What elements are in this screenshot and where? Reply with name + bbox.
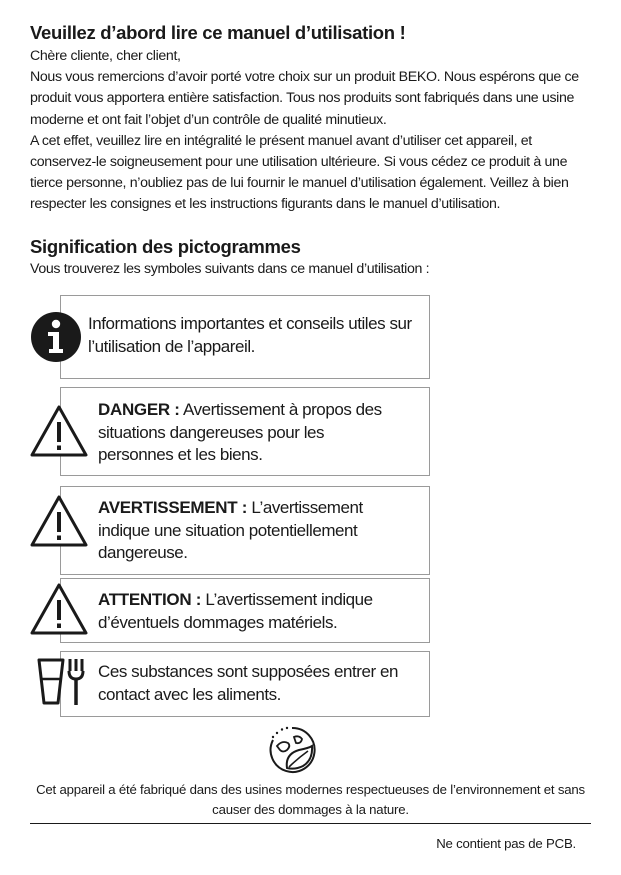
divider [30, 823, 591, 824]
pictogram-label: ATTENTION : [98, 590, 202, 609]
pictogram-label: DANGER : [98, 400, 180, 419]
pictogram-description: Ces substances sont supposées entrer en contact avec les aliments. [98, 662, 398, 704]
pictogram-text-food-contact [98, 661, 418, 706]
info-icon [30, 311, 82, 363]
pictogram-description: Avertissement à propos des situations dangereuses pour les personnes et les biens. [98, 400, 382, 464]
pictograms-intro: Vous trouverez les symboles suivants dans ce manuel d’utilisation : [30, 261, 430, 277]
greeting: Chère cliente, cher client, [30, 48, 181, 64]
eco-footer-text: Cet appareil a été fabriqué dans des usines modernes respectueuses de l’environnement et sans causer des dommages à la nature. [36, 782, 585, 817]
pictogram-text-info [88, 313, 418, 358]
warning-triangle-icon [29, 404, 89, 458]
warning-triangle-icon [29, 494, 89, 548]
pictogram-description: L’avertissement indique d’éventuels dommages matériels. [98, 590, 373, 632]
pictogram-description: L’avertissement indique une situation potentiellement dangereuse. [98, 498, 363, 562]
pictogram-text-danger [98, 399, 403, 467]
pictogram-description: Informations importantes et conseils utiles sur l’utilisation de l’appareil. [88, 314, 412, 356]
page-title: Veuillez d’abord lire ce manuel d’utilisation ! [30, 22, 406, 43]
pictogram-text-avertissement [98, 497, 413, 565]
pictogram-text-attention [98, 589, 418, 634]
warning-triangle-icon [29, 582, 89, 636]
pictogram-label: AVERTISSEMENT : [98, 498, 248, 517]
food-contact-icon [36, 655, 90, 709]
eco-globe-leaf-icon [265, 724, 319, 776]
pcb-note: Ne contient pas de PCB. [436, 836, 576, 851]
intro-text [30, 46, 590, 216]
intro-paragraph: Nous vous remercions d’avoir porté votre choix sur un produit BEKO. Nous espérons que ce produit vous apportera entière satisfaction. Tous nos produits sont fabriqués dans une usine moderne et ont fait l’objet d’un contrôle de qualité minutieux. [30, 69, 579, 128]
intro-paragraph: A cet effet, veuillez lire en intégralité le présent manuel avant d’utiliser cet appareil, et conservez-le soigneusement pour une utilisation ultérieure. Si vous cédez ce produit à une tierce personne, n’oubliez pas de lui fournir le manuel d’utilisation également. Veillez à bien respecter les consignes et les instructions figurants dans le manuel d’utilisation. [30, 132, 569, 213]
pictograms-heading: Signification des pictogrammes [30, 236, 301, 257]
